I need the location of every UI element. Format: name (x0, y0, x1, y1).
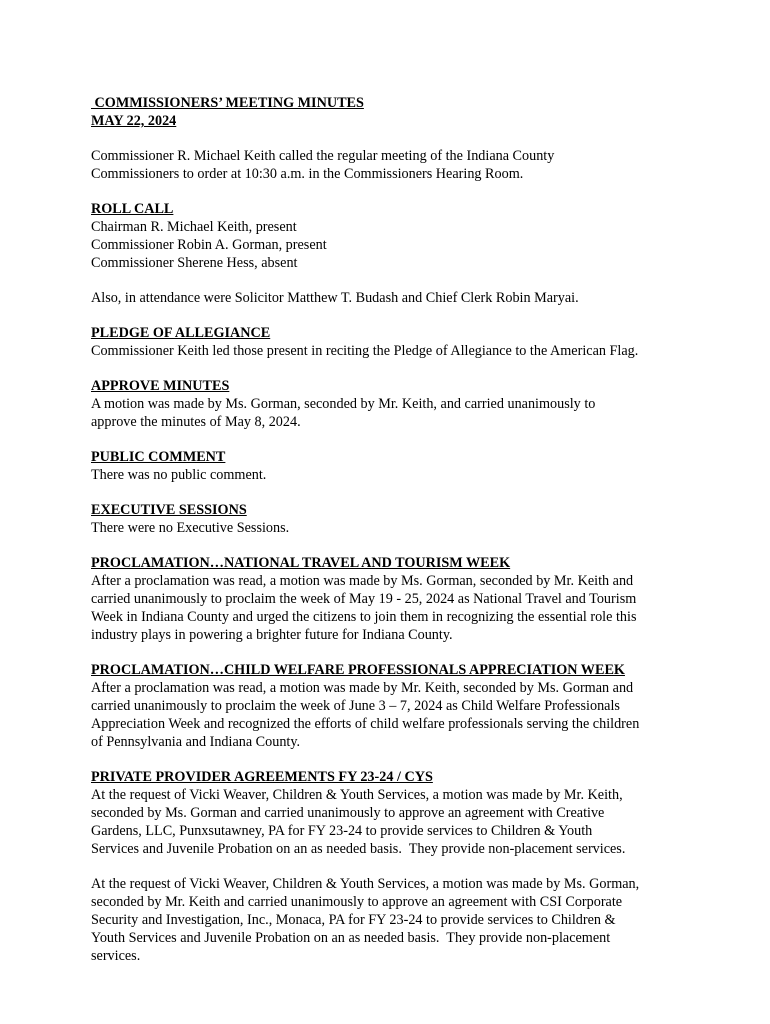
text-line: Commissioner Keith led those present in reciting the Pledge of Allegiance to the American Flag. (91, 343, 639, 359)
text-line: After a proclamation was read, a motion was made by Ms. Gorman, seconded by Mr. Keith and (91, 573, 634, 589)
text-line: Also, in attendance were Solicitor Matthew T. Budash and Chief Clerk Robin Maryai. (91, 290, 579, 306)
private-provider-section (91, 768, 691, 965)
roll-call-entry: Commissioner Robin A. Gorman, present (91, 237, 327, 253)
document-title: COMMISSIONERS’ MEETING MINUTES (91, 95, 364, 111)
meeting-date: MAY 22, 2024 (91, 113, 177, 129)
text-line: There was no public comment. (91, 467, 267, 483)
pledge-section (91, 324, 691, 360)
section-heading: ROLL CALL (91, 201, 174, 217)
text-line: industry plays in powering a brighter future for Indiana County. (91, 627, 453, 643)
text-line: Gardens, LLC, Punxsutawney, PA for FY 23-24 to provide services to Children & Youth (91, 823, 593, 839)
section-heading: APPROVE MINUTES (91, 378, 230, 394)
text-line: After a proclamation was read, a motion was made by Mr. Keith, seconded by Ms. Gorman and (91, 680, 634, 696)
approve-minutes-section (91, 377, 691, 431)
text-line: seconded by Ms. Gorman and carried unanimously to approve an agreement with Creative (91, 805, 605, 821)
text-line: carried unanimously to proclaim the week of June 3 – 7, 2024 as Child Welfare Professionals (91, 698, 620, 714)
text-line: There were no Executive Sessions. (91, 520, 290, 536)
text-line: Youth Services and Juvenile Probation on an as needed basis. They provide non-placement (91, 930, 611, 946)
text-line: seconded by Mr. Keith and carried unanimously to approve an agreement with CSI Corporate (91, 894, 623, 910)
section-heading: EXECUTIVE SESSIONS (91, 502, 247, 518)
text-line: At the request of Vicki Weaver, Children & Youth Services, a motion was made by Ms. Gorman, (91, 876, 640, 892)
text-line: of Pennsylvania and Indiana County. (91, 734, 301, 750)
attendance-paragraph (91, 289, 691, 307)
intro-paragraph (91, 147, 691, 183)
roll-call-entry: Chairman R. Michael Keith, present (91, 219, 297, 235)
proclamation-travel-section (91, 554, 691, 644)
section-heading: PUBLIC COMMENT (91, 449, 226, 465)
provider-paragraph (91, 786, 691, 858)
section-heading: PLEDGE OF ALLEGIANCE (91, 325, 271, 341)
proclamation-child-welfare-section (91, 661, 691, 751)
text-line: carried unanimously to proclaim the week of May 19 - 25, 2024 as National Travel and Tourism (91, 591, 637, 607)
text-line: approve the minutes of May 8, 2024. (91, 414, 301, 430)
provider-paragraph (91, 875, 691, 965)
text-line: Appreciation Week and recognized the efforts of child welfare professionals serving the children (91, 716, 640, 732)
section-heading: PROCLAMATION…NATIONAL TRAVEL AND TOURISM WEEK (91, 555, 511, 571)
text-line: Week in Indiana County and urged the citizens to join them in recognizing the essential role this (91, 609, 637, 625)
public-comment-section (91, 448, 691, 484)
document-page (91, 94, 691, 965)
text-line: Services and Juvenile Probation on an as needed basis. They provide non-placement services. (91, 841, 626, 857)
text-line: Commissioners to order at 10:30 a.m. in the Commissioners Hearing Room. (91, 166, 524, 182)
text-line: Commissioner R. Michael Keith called the regular meeting of the Indiana County (91, 148, 555, 164)
executive-sessions-section (91, 501, 691, 537)
section-heading: PROCLAMATION…CHILD WELFARE PROFESSIONALS APPRECIATION WEEK (91, 662, 625, 678)
text-line: A motion was made by Ms. Gorman, seconded by Mr. Keith, and carried unanimously to (91, 396, 596, 412)
roll-call-section (91, 200, 691, 272)
section-heading: PRIVATE PROVIDER AGREEMENTS FY 23-24 / CYS (91, 769, 433, 785)
text-line: services. (91, 948, 141, 964)
text-line: Security and Investigation, Inc., Monaca, PA for FY 23-24 to provide services to Children & (91, 912, 616, 928)
document-header (91, 94, 691, 130)
roll-call-entry: Commissioner Sherene Hess, absent (91, 255, 298, 271)
text-line: At the request of Vicki Weaver, Children & Youth Services, a motion was made by Mr. Keith, (91, 787, 623, 803)
